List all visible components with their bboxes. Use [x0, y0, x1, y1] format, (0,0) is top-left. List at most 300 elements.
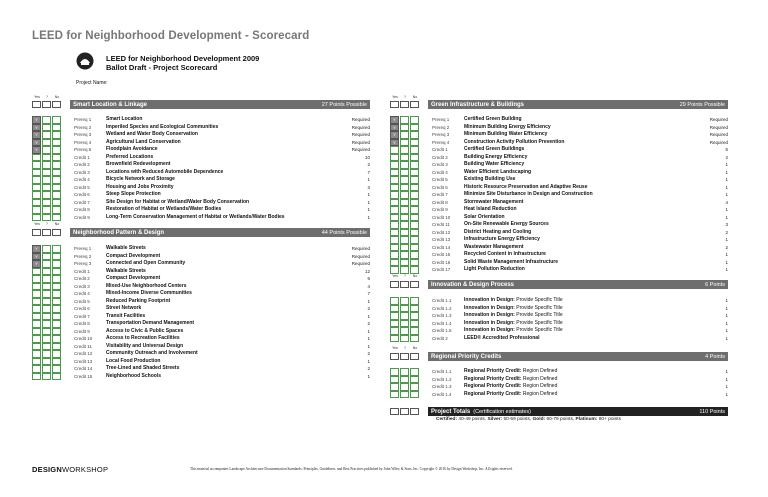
score-cell[interactable]	[400, 259, 409, 267]
checkbox-row	[32, 131, 62, 139]
checkbox-row	[32, 154, 62, 162]
credit-points: 1	[725, 313, 728, 318]
score-cell[interactable]	[400, 244, 409, 252]
score-cell[interactable]	[52, 290, 61, 298]
score-cell[interactable]	[400, 214, 409, 222]
score-cell[interactable]	[410, 251, 419, 259]
prereq-yes-cell[interactable]: Y	[32, 124, 41, 132]
score-cell[interactable]	[32, 373, 41, 381]
score-cell[interactable]	[52, 169, 61, 177]
credit-id: Credit 6	[432, 184, 448, 190]
project-name-label: Project Name:	[76, 80, 108, 86]
credit-points: 1	[367, 177, 370, 182]
credit-list	[432, 368, 728, 398]
yn-header	[390, 346, 420, 350]
score-cell[interactable]	[42, 328, 51, 336]
score-cell[interactable]	[400, 236, 409, 244]
total-box[interactable]	[52, 229, 61, 236]
score-cell[interactable]	[42, 154, 51, 162]
checkbox-row	[390, 312, 420, 320]
score-cell[interactable]	[52, 214, 61, 222]
score-cell[interactable]	[32, 199, 41, 207]
credit-row	[432, 139, 728, 147]
score-cell[interactable]	[400, 191, 409, 199]
score-cell[interactable]	[410, 312, 419, 320]
credit-points: 3	[725, 222, 728, 227]
credit-name-sub: Region Defined	[521, 368, 558, 374]
credit-name	[106, 131, 198, 139]
score-cell[interactable]	[400, 206, 409, 214]
prereq-yes-cell[interactable]: Y	[390, 124, 399, 132]
credit-name	[464, 184, 587, 192]
credit-row	[432, 320, 728, 328]
score-cell[interactable]	[400, 391, 409, 399]
yn-label-q: ?	[404, 274, 406, 278]
credit-row	[432, 124, 728, 132]
credit-id: Credit 4	[74, 177, 90, 182]
score-cell[interactable]	[52, 335, 61, 343]
credit-name	[106, 320, 194, 328]
credit-id: Credit 1	[74, 268, 90, 274]
credit-id: Credit 3	[74, 169, 90, 175]
credit-id: Credit 4	[74, 291, 90, 296]
score-cell[interactable]	[410, 221, 419, 229]
checkbox-row	[390, 297, 420, 305]
score-cell[interactable]	[410, 124, 419, 132]
score-cell[interactable]	[400, 229, 409, 237]
credit-row	[74, 320, 370, 328]
checkbox-row	[32, 268, 62, 276]
score-cell[interactable]	[410, 214, 419, 222]
credit-points: 1	[725, 376, 728, 382]
checkbox-row	[32, 335, 62, 343]
score-cell[interactable]	[390, 297, 399, 305]
score-cell[interactable]	[42, 245, 51, 253]
credit-points: 1	[725, 207, 728, 212]
score-cell[interactable]	[410, 176, 419, 184]
score-cell[interactable]	[390, 199, 399, 207]
score-cell[interactable]	[52, 176, 61, 184]
score-cell[interactable]	[52, 320, 61, 328]
score-cell[interactable]	[410, 154, 419, 162]
total-box[interactable]	[410, 281, 419, 288]
score-cell[interactable]	[410, 305, 419, 313]
score-cell[interactable]	[410, 335, 419, 343]
score-cell[interactable]	[410, 184, 419, 192]
score-cell[interactable]	[42, 335, 51, 343]
score-cell[interactable]	[32, 313, 41, 321]
score-cell[interactable]	[52, 146, 61, 154]
score-cell[interactable]	[400, 297, 409, 305]
score-cell[interactable]	[410, 229, 419, 237]
credit-points: Required	[351, 261, 370, 266]
score-cell[interactable]	[42, 298, 51, 306]
total-box[interactable]	[42, 101, 51, 108]
score-cell[interactable]	[52, 245, 61, 253]
score-cell[interactable]	[32, 365, 41, 373]
score-cell[interactable]	[390, 383, 399, 391]
total-box[interactable]	[52, 101, 61, 108]
score-cell[interactable]	[400, 176, 409, 184]
score-cell[interactable]	[400, 146, 409, 154]
credit-name	[106, 328, 183, 336]
score-cell[interactable]	[42, 214, 51, 222]
score-cell[interactable]	[390, 368, 399, 376]
credit-row	[74, 260, 370, 268]
score-cell[interactable]	[400, 327, 409, 335]
score-cell[interactable]	[410, 131, 419, 139]
credit-name	[464, 335, 539, 343]
yn-label-no: No	[54, 95, 60, 99]
checkbox-row	[390, 266, 420, 274]
prereq-yes-cell[interactable]: Y	[32, 260, 41, 268]
prereq-yes-cell[interactable]: Y	[32, 116, 41, 124]
credit-name	[464, 131, 547, 139]
score-cell[interactable]	[400, 305, 409, 313]
score-cell[interactable]	[32, 169, 41, 177]
score-cell[interactable]	[52, 260, 61, 268]
credit-name	[106, 260, 185, 268]
score-cell[interactable]	[42, 313, 51, 321]
score-cell[interactable]	[42, 139, 51, 147]
score-cell[interactable]	[52, 268, 61, 276]
section-points: 6 Points	[705, 281, 725, 288]
checkbox-row	[390, 335, 420, 343]
score-cell[interactable]	[42, 283, 51, 291]
score-cell[interactable]	[410, 146, 419, 154]
score-cell[interactable]	[410, 191, 419, 199]
checkbox-row	[32, 328, 62, 336]
score-cell[interactable]	[42, 191, 51, 199]
yn-label-yes: Yes	[392, 346, 398, 350]
section-title: Neighborhood Pattern & Design	[73, 229, 165, 236]
score-cell[interactable]	[410, 206, 419, 214]
score-cell[interactable]	[390, 221, 399, 229]
credit-name	[464, 146, 524, 154]
score-cell[interactable]	[42, 161, 51, 169]
total-box[interactable]	[42, 229, 51, 236]
section-points: 4 Points	[705, 353, 725, 360]
credit-name-sub: Provide Specific Title	[514, 327, 563, 333]
score-cell[interactable]	[390, 191, 399, 199]
total-box[interactable]	[390, 101, 399, 108]
score-cell[interactable]	[52, 343, 61, 351]
total-box[interactable]	[390, 281, 399, 288]
score-cell[interactable]	[42, 131, 51, 139]
score-cell[interactable]	[52, 139, 61, 147]
score-cell[interactable]	[42, 268, 51, 276]
score-cell[interactable]	[400, 383, 409, 391]
credit-points: Required	[709, 117, 728, 122]
credit-id: Credit 9	[432, 207, 448, 212]
total-box[interactable]	[400, 281, 409, 288]
score-cell[interactable]	[42, 184, 51, 192]
credit-name	[106, 283, 187, 291]
credit-name	[464, 176, 515, 184]
score-cell[interactable]	[32, 176, 41, 184]
credit-name	[464, 297, 563, 305]
credit-name	[464, 191, 593, 199]
score-cell[interactable]	[52, 298, 61, 306]
score-cell[interactable]	[32, 335, 41, 343]
credit-id: Credit 1	[74, 154, 90, 160]
score-cell[interactable]	[52, 184, 61, 192]
score-cell[interactable]	[52, 161, 61, 169]
score-cell[interactable]	[42, 358, 51, 366]
score-cell[interactable]	[390, 305, 399, 313]
credit-points: 2	[725, 244, 728, 250]
checkbox-row	[390, 124, 420, 132]
score-cell[interactable]	[400, 266, 409, 274]
score-cell[interactable]	[400, 169, 409, 177]
score-cell[interactable]	[32, 214, 41, 222]
score-cell[interactable]	[52, 313, 61, 321]
score-cell[interactable]	[52, 131, 61, 139]
score-cell[interactable]	[42, 290, 51, 298]
credit-row	[432, 206, 728, 214]
credit-name-text: Reduced Parking Footprint	[106, 297, 171, 304]
score-cell[interactable]	[52, 350, 61, 358]
score-cell[interactable]	[390, 206, 399, 214]
score-cell[interactable]	[410, 320, 419, 328]
score-cell[interactable]	[390, 312, 399, 320]
usgbc-logo-icon	[76, 52, 94, 70]
score-cell[interactable]	[42, 146, 51, 154]
score-cell[interactable]	[400, 376, 409, 384]
score-cell[interactable]	[400, 221, 409, 229]
score-cell[interactable]	[42, 260, 51, 268]
section-total-boxes	[390, 101, 420, 108]
score-cell[interactable]	[390, 169, 399, 177]
yn-label-q: ?	[404, 95, 406, 99]
score-cell[interactable]	[410, 169, 419, 177]
yn-label-no: No	[412, 346, 418, 350]
checkbox-row	[32, 305, 62, 313]
score-cell[interactable]	[400, 161, 409, 169]
score-cell[interactable]	[42, 275, 51, 283]
credit-name	[106, 214, 285, 222]
credit-name-text: Long-Term Conservation Management of Habitat or Wetlands/Water Bodies	[106, 213, 285, 220]
score-cell[interactable]	[32, 283, 41, 291]
credit-name-text: Building Water Efficiency	[464, 161, 525, 167]
score-cell[interactable]	[410, 376, 419, 384]
score-cell[interactable]	[32, 191, 41, 199]
score-cell[interactable]	[410, 116, 419, 124]
score-cell[interactable]	[410, 266, 419, 274]
score-cell[interactable]	[52, 328, 61, 336]
score-cell[interactable]	[400, 320, 409, 328]
prereq-yes-cell[interactable]: Y	[32, 245, 41, 253]
score-cell[interactable]	[400, 139, 409, 147]
score-cell[interactable]	[390, 266, 399, 274]
score-cell[interactable]	[410, 139, 419, 147]
score-cell[interactable]	[42, 199, 51, 207]
score-cell[interactable]	[410, 199, 419, 207]
credit-name	[464, 221, 549, 229]
score-cell[interactable]	[42, 169, 51, 177]
yn-header	[390, 95, 420, 99]
score-cell[interactable]	[42, 343, 51, 351]
credit-name-text: Community Outreach and Involvement	[106, 350, 198, 356]
checkbox-row	[390, 305, 420, 313]
credit-id: Credit 6	[74, 306, 90, 311]
score-cell[interactable]	[410, 391, 419, 399]
score-cell[interactable]	[390, 229, 399, 237]
credit-row	[74, 253, 370, 261]
score-cell[interactable]	[52, 116, 61, 124]
score-cell[interactable]	[42, 350, 51, 358]
credit-row	[74, 268, 370, 276]
score-cell[interactable]	[32, 320, 41, 328]
score-cell[interactable]	[410, 383, 419, 391]
score-cell[interactable]	[42, 176, 51, 184]
total-box[interactable]	[410, 408, 419, 415]
score-cell[interactable]	[32, 350, 41, 358]
score-cell[interactable]	[400, 335, 409, 343]
score-cell[interactable]	[42, 305, 51, 313]
score-cell[interactable]	[42, 116, 51, 124]
credit-points: 1	[725, 267, 728, 272]
score-cell[interactable]	[390, 320, 399, 328]
score-cell[interactable]	[390, 214, 399, 222]
score-cell[interactable]	[52, 358, 61, 366]
credit-row	[74, 350, 370, 358]
credit-row	[74, 328, 370, 336]
score-cell[interactable]	[32, 328, 41, 336]
score-cell[interactable]	[390, 335, 399, 343]
score-cell[interactable]	[400, 154, 409, 162]
checkbox-row	[390, 244, 420, 252]
credit-name-text: Solid Waste Management Infrastructure	[464, 258, 558, 265]
score-cell[interactable]	[400, 368, 409, 376]
score-cell[interactable]	[410, 259, 419, 267]
score-cell[interactable]	[390, 251, 399, 259]
credit-name	[106, 191, 161, 199]
score-cell[interactable]	[390, 391, 399, 399]
credit-row	[432, 184, 728, 192]
score-cell[interactable]	[52, 275, 61, 283]
total-box[interactable]	[32, 101, 41, 108]
score-cell[interactable]	[390, 146, 399, 154]
yn-label-no: No	[54, 222, 60, 226]
score-cell[interactable]	[32, 298, 41, 306]
score-cell[interactable]	[32, 343, 41, 351]
total-box[interactable]	[32, 229, 41, 236]
checkbox-row	[32, 245, 62, 253]
score-cell[interactable]	[390, 244, 399, 252]
score-cell[interactable]	[32, 358, 41, 366]
score-cell[interactable]	[32, 161, 41, 169]
prereq-yes-cell[interactable]: Y	[32, 146, 41, 154]
credit-points: 12	[364, 268, 370, 274]
score-cell[interactable]	[400, 312, 409, 320]
total-box[interactable]	[400, 408, 409, 415]
score-cell[interactable]	[390, 184, 399, 192]
score-cell[interactable]	[52, 365, 61, 373]
total-box[interactable]	[390, 408, 399, 415]
score-cell[interactable]	[32, 206, 41, 214]
score-cell[interactable]	[410, 297, 419, 305]
score-cell[interactable]	[52, 253, 61, 261]
total-box[interactable]	[400, 353, 409, 360]
score-cell[interactable]	[390, 376, 399, 384]
credit-name-text: Building Energy Efficiency	[464, 153, 528, 160]
score-cell[interactable]	[42, 124, 51, 132]
score-cell[interactable]	[410, 244, 419, 252]
score-cell[interactable]	[52, 191, 61, 199]
score-cell[interactable]	[42, 373, 51, 381]
score-cell[interactable]	[410, 236, 419, 244]
score-cell[interactable]	[400, 251, 409, 259]
score-cell[interactable]	[52, 373, 61, 381]
score-cell[interactable]	[52, 124, 61, 132]
score-cell[interactable]	[410, 368, 419, 376]
total-box[interactable]	[400, 101, 409, 108]
score-cell[interactable]	[400, 116, 409, 124]
total-box[interactable]	[410, 353, 419, 360]
credit-points: 1	[367, 214, 370, 220]
score-cell[interactable]	[32, 290, 41, 298]
score-cell[interactable]	[42, 253, 51, 261]
credit-row	[432, 391, 728, 399]
score-cell[interactable]	[32, 154, 41, 162]
score-cell[interactable]	[42, 320, 51, 328]
score-cell[interactable]	[52, 283, 61, 291]
score-cell[interactable]	[400, 124, 409, 132]
prereq-yes-cell[interactable]: Y	[390, 116, 399, 124]
prereq-yes-cell[interactable]: Y	[32, 131, 41, 139]
score-cell[interactable]	[390, 259, 399, 267]
prereq-yes-cell[interactable]: Y	[32, 253, 41, 261]
credit-id: Credit 1.4	[432, 320, 452, 326]
score-cell[interactable]	[32, 275, 41, 283]
score-cell[interactable]	[52, 206, 61, 214]
score-cell[interactable]	[400, 184, 409, 192]
credit-name-text: Visitability and Universal Design	[106, 342, 184, 349]
section-title: Green Infrastructure & Buildings	[431, 101, 525, 108]
credit-id: Credit 8	[74, 321, 90, 326]
score-cell[interactable]	[390, 176, 399, 184]
prereq-yes-cell[interactable]: Y	[390, 139, 399, 147]
score-cell[interactable]	[52, 305, 61, 313]
credit-name-text: Locations with Reduced Automobile Dependence	[106, 168, 224, 175]
score-cell[interactable]	[410, 327, 419, 335]
score-cell[interactable]	[32, 268, 41, 276]
total-box[interactable]	[390, 353, 399, 360]
score-cell[interactable]	[42, 206, 51, 214]
score-cell[interactable]	[52, 199, 61, 207]
score-cell[interactable]	[410, 161, 419, 169]
score-cell[interactable]	[390, 154, 399, 162]
score-cell[interactable]	[52, 154, 61, 162]
score-cell[interactable]	[32, 184, 41, 192]
credit-id: Credit 1	[432, 147, 448, 152]
score-cell[interactable]	[32, 305, 41, 313]
credit-name-text: Mixed-Use Neighborhood Centers	[106, 282, 187, 289]
prereq-yes-cell[interactable]: Y	[32, 139, 41, 147]
score-cell[interactable]	[42, 365, 51, 373]
credit-name	[106, 275, 160, 283]
score-cell[interactable]	[400, 131, 409, 139]
credit-name-text: Bicycle Network and Storage	[106, 176, 175, 182]
total-box[interactable]	[410, 101, 419, 108]
score-cell[interactable]	[390, 236, 399, 244]
score-cell[interactable]	[400, 199, 409, 207]
credit-name-text: Light Pollution Reduction	[464, 266, 525, 272]
score-cell[interactable]	[390, 161, 399, 169]
score-cell[interactable]	[390, 327, 399, 335]
prereq-yes-cell[interactable]: Y	[390, 131, 399, 139]
